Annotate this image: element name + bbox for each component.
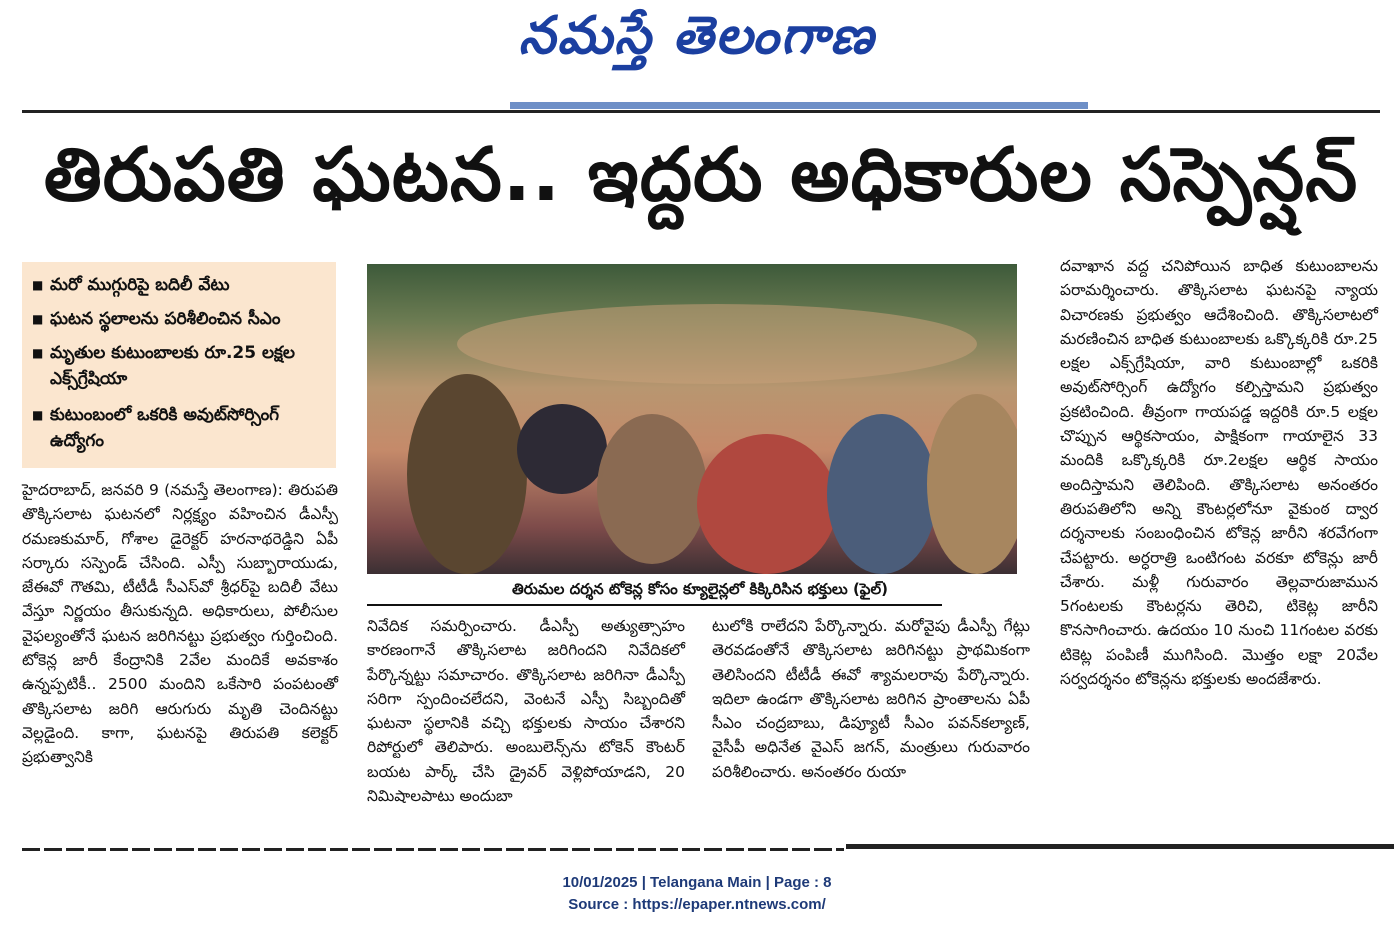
bottom-divider-dashed	[22, 848, 844, 851]
photo-crowd-band	[457, 304, 977, 384]
masthead-strip	[510, 102, 1088, 109]
article-column-1	[22, 478, 338, 770]
highlight-item: ■ కుటుంబంలో ఒకరికి అవుట్‌సోర్సింగ్‌ ఉద్యోగం	[32, 402, 328, 454]
highlight-item: ■ మరో ముగ్గురిపై బదిలీ వేటు	[32, 272, 328, 298]
news-photo	[367, 264, 1017, 574]
page-footer	[0, 872, 1394, 916]
highlights-box	[22, 262, 336, 468]
bottom-divider-solid	[846, 844, 1394, 849]
photo-caption: తిరుమల దర్శన టోకెన్ల కోసం క్యూలైన్లలో కిక్కిరిసిన భక్తులు (ఫైల్‌)	[512, 580, 888, 598]
article-text: హైదరాబాద్‌, జనవరి 9 (నమస్తే తెలంగాణ): తిరుపతి తొక్కిసలాట ఘటనలో నిర్లక్ష్యం వహించిన డీఎస్పీ రమణకుమార్‌, గోశాల డైరెక్టర్‌ హరనాథరెడ్డిని ఏపీ సర్కారు సస్పెండ్‌ చేసింది. ఎస్పీ సుబ్బారాయుడు, జేఈవో గౌతమి, టీటీడీ సీఎస్‌వో శ్రీధర్‌పై బదిలీ వేటు వేస్తూ నిర్ణయం తీసుకున్నది. అధికారులు, పోలీసుల వైఫల్యంతోనే ఘటన జరిగినట్టు ప్రభుత్వం గుర్తించింది. టోకెన్ల జారీ కేంద్రానికి 2వేల మందికే అవకాశం ఉన్నప్పటికీ.. 2500 మందిని ఒకేసారి పంపటంతో తొక్కిసలాట జరిగి ఆరుగురు మృతి చెందినట్టు వెల్లడైంది. కాగా, ఘటనపై తిరుపతి కలెక్టర్‌ ప్రభుత్వానికి	[22, 481, 338, 767]
article-column-2	[367, 614, 685, 808]
footer-source-link[interactable]: Source : https://epaper.ntnews.com/	[568, 896, 826, 913]
article-column-3	[712, 614, 1030, 784]
photo-figure	[697, 434, 837, 574]
top-divider	[22, 110, 1380, 113]
masthead	[0, 0, 1394, 72]
article-text: నివేదిక సమర్పించారు. డీఎస్పీ అత్యుత్సాహం కారణంగానే తొక్కిసలాట జరిగిందని నివేదికలో పేర్కొన్నట్టు సమాచారం. తొక్కిసలాట జరిగినా డీఎస్పీ సరిగా స్పందించలేదని, వెంటనే ఎస్పీ సిబ్బందితో ఘటనా స్థలానికి వచ్చి భక్తులకు సాయం చేశారని రిపోర్టులో తెలిపారు. అంబులెన్స్‌ను టోకెన్‌ కౌంటర్‌ బయట పార్క్‌ చేసి డ్రైవర్‌ వెళ్లిపోయాడని, 20 నిమిషాలపాటు అందుబా	[367, 617, 685, 806]
photo-figure	[597, 414, 707, 564]
photo-figure	[407, 374, 527, 574]
footer-edition: 10/01/2025 | Telangana Main | Page : 8	[562, 874, 832, 891]
article-text: టులోకి రాలేదని పేర్కొన్నారు. మరోవైపు డీఎస్పీ గేట్లు తెరవడంతోనే తొక్కిసలాట జరిగినట్టు ప్రాథమికంగా తెలిసిందని టీటీడీ ఈవో శ్యామలరావు పేర్కొన్నారు. ఇదిలా ఉండగా తొక్కిసలాట జరిగిన ప్రాంతాలను ఏపీ సీఎం చంద్రబాబు, డిప్యూటీ సీఎం పవన్‌కల్యాణ్‌, వైసీపీ అధినేత వైఎస్‌ జగన్‌, మంత్రులు గురువారం పరిశీలించారు. అనంతరం రుయా	[712, 617, 1030, 781]
masthead-logo: నమస్తే తెలంగాణ	[518, 6, 876, 66]
highlight-item: ■ ఘటన స్థలాలను పరిశీలించిన సీఎం	[32, 306, 328, 332]
caption-divider	[367, 604, 942, 606]
headline: తిరుపతి ఘటన.. ఇద్దరు అధికారుల సస్పెన్షన్‌	[43, 132, 1359, 218]
highlight-item: ■ మృతుల కుటుంబాలకు రూ.25 లక్షల ఎక్స్‌గ్రేషియా	[32, 340, 328, 392]
photo-figure	[927, 394, 1017, 574]
photo-figure	[827, 414, 937, 574]
photo-figure	[517, 404, 607, 494]
article-column-4	[1060, 254, 1378, 691]
article-text: దవాఖాన వద్ద చనిపోయిన బాధిత కుటుంబాలను పరామర్శించారు. తొక్కిసలాట ఘటనపై న్యాయ విచారణకు ప్రభుత్వం ఆదేశించింది. తొక్కిసలాటలో మరణించిన బాధిత కుటుంబాలకు ఒక్కొక్కరికి రూ.25 లక్షల ఎక్స్‌గ్రేషియా, వారి కుటుంబాల్లో ఒకరికి అవుట్‌సోర్సింగ్‌ ఉద్యోగం కల్పిస్తామని ప్రభుత్వం ప్రకటించింది. తీవ్రంగా గాయపడ్డ ఇద్దరికి రూ.5 లక్షల చొప్పున ఆర్థికసాయం, పాక్షికంగా గాయాలైన 33 మందికి ఒక్కొక్కరికి రూ.2లక్షల ఆర్థిక సాయం అందిస్తామని తెలిపింది. తొక్కిసలాట అనంతరం తిరుపతిలోని అన్ని కౌంటర్లలోనూ వైకుంఠ ద్వార దర్శనాలకు సంబంధించిన టోకెన్ల జారీని శరవేగంగా చేపట్టారు. అర్ధరాత్రి ఒంటిగంట వరకూ టోకెన్లు జారీ చేశారు. మళ్లీ గురువారం తెల్లవారుజామున 5గంటలకు కౌంటర్లను తెరిచి, టికెట్ల జారీని కొనసాగించారు. ఉదయం 10 నుంచి 11గంటల వరకు టికెట్ల పంపిణీ ముగిసింది. మొత్తం లక్షా 20వేల సర్వదర్శనం టోకెన్లను భక్తులకు అందజేశారు.	[1060, 257, 1378, 689]
